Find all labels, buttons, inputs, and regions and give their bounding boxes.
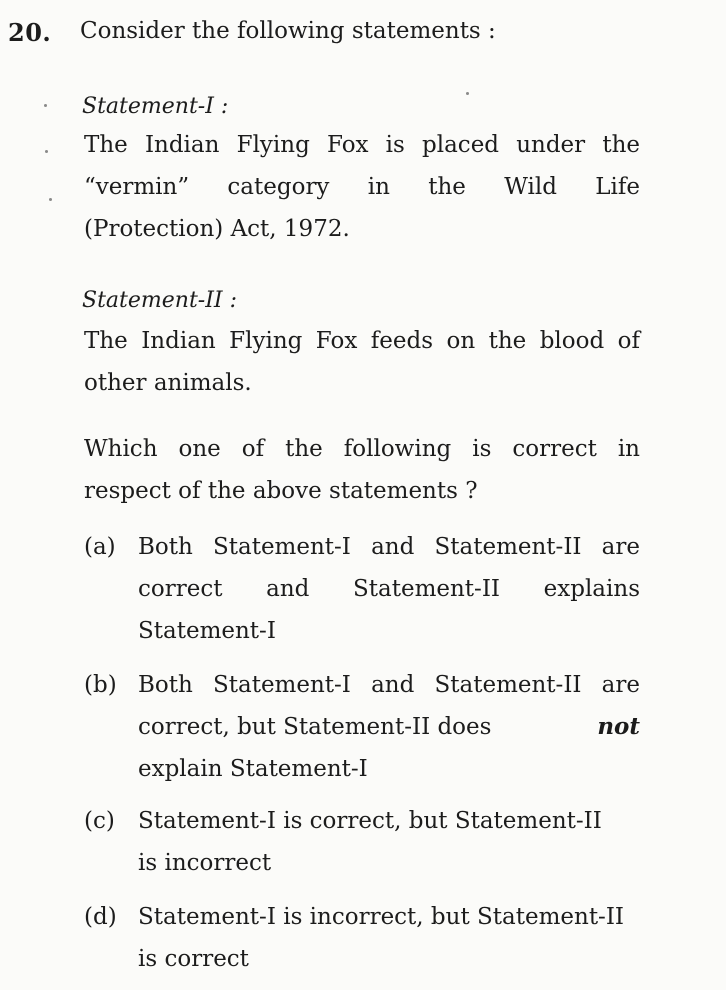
question-ask	[84, 428, 640, 512]
question-ask-line: respect of the above statements ?	[84, 478, 478, 504]
question-number: 20.	[8, 18, 52, 47]
question-prompt: Consider the following statements :	[80, 18, 496, 44]
statement-1-line: (Protection) Act, 1972.	[84, 216, 350, 242]
statement-1-line: The Indian Flying Fox is placed under the	[84, 132, 640, 158]
statement-2-line: The Indian Flying Fox feeds on the blood of	[84, 328, 640, 354]
option-line: Statement-I is correct, but Statement-II	[138, 808, 602, 834]
option-line: Statement-I	[138, 618, 276, 644]
statement-1-text	[84, 124, 640, 250]
option-a-tag: (a)	[84, 534, 116, 560]
option-line: Statement-I is incorrect, but Statement-II	[138, 904, 624, 930]
scan-speck	[44, 104, 47, 107]
option-b-text	[138, 664, 640, 790]
statement-2-line: other animals.	[84, 370, 252, 396]
option-line: explain Statement-I	[138, 756, 368, 782]
option-line: Both Statement-I and Statement-II are	[138, 534, 640, 560]
option-line: is correct	[138, 946, 249, 972]
option-line: correct and Statement-II explains	[138, 576, 640, 602]
option-b-tag: (b)	[84, 672, 117, 698]
statement-1-label: Statement-I :	[82, 94, 229, 119]
statement-2-label: Statement-II :	[82, 288, 237, 313]
option-c-text	[138, 800, 640, 884]
option-c-tag: (c)	[84, 808, 115, 834]
option-line	[138, 706, 640, 748]
scan-speck	[466, 92, 469, 95]
statement-2-text	[84, 320, 640, 404]
statement-1-line: “vermin” category in the Wild Life	[84, 174, 640, 200]
option-a-text	[138, 526, 640, 652]
scan-speck	[49, 198, 52, 201]
option-b-line2-text: correct, but Statement-II does	[138, 714, 492, 740]
scan-speck	[45, 150, 48, 153]
option-d-tag: (d)	[84, 904, 117, 930]
option-d-text	[138, 896, 640, 980]
option-line: Both Statement-I and Statement-II are	[138, 672, 640, 698]
option-b-emphasis: not	[597, 713, 640, 740]
option-line: is incorrect	[138, 850, 272, 876]
question-ask-line: Which one of the following is correct in	[84, 436, 640, 462]
